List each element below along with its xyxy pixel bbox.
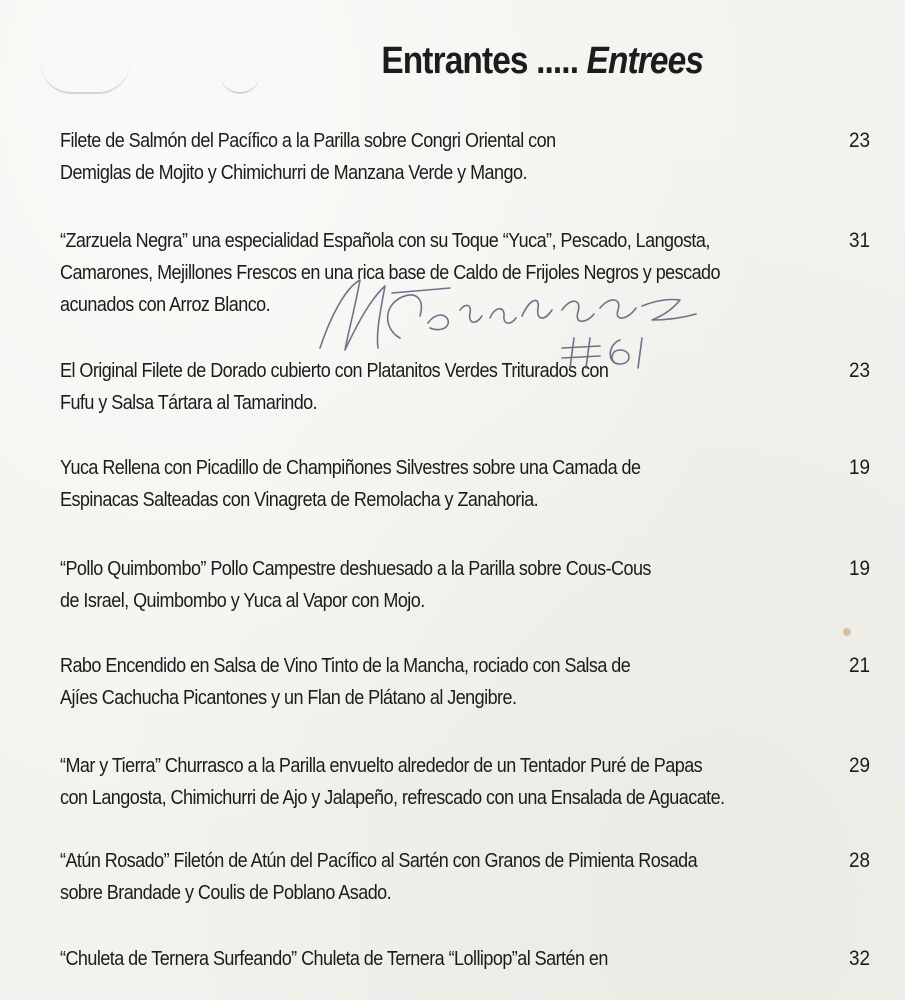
menu-item <box>60 750 870 814</box>
menu-item <box>60 355 870 419</box>
description-line: con Langosta, Chimichurri de Ajo y Jalapeño, refrescado con una Ensalada de Aguacate. <box>60 787 725 809</box>
description-line: El Original Filete de Dorado cubierto con Platanitos Verdes Triturados con <box>60 360 609 382</box>
description-line: Fufu y Salsa Tártara al Tamarindo. <box>60 392 318 414</box>
menu-item <box>60 125 870 189</box>
menu-item-description <box>60 943 744 975</box>
menu-item <box>60 452 870 516</box>
description-line: Camarones, Mejillones Frescos en una rica base de Caldo de Frijoles Negros y pescado <box>60 262 720 284</box>
title-separator: ..... <box>527 40 587 82</box>
menu-item-price: 19 <box>848 456 870 479</box>
description-line: “Atún Rosado” Filetón de Atún del Pacífico al Sartén con Granos de Pimienta Rosada <box>60 850 698 872</box>
menu-item-price: 19 <box>848 557 870 580</box>
menu-item-description <box>60 452 744 516</box>
menu-item-price: 29 <box>848 754 870 777</box>
description-line: Demiglas de Mojito y Chimichurri de Manzana Verde y Mango. <box>60 162 527 184</box>
menu-item <box>60 553 870 617</box>
description-line: Rabo Encendido en Salsa de Vino Tinto de la Mancha, rociado con Salsa de <box>60 655 631 677</box>
menu-item <box>60 943 870 975</box>
menu-item-description <box>60 125 744 189</box>
menu-item-description <box>60 750 744 814</box>
description-line: “Zarzuela Negra” una especialidad Española con su Toque “Yuca”, Pescado, Langosta, <box>60 230 710 252</box>
menu-item-price: 23 <box>848 359 870 382</box>
menu-item <box>60 845 870 909</box>
title-english: Entrees <box>586 40 704 82</box>
menu-item-description <box>60 553 744 617</box>
page-title <box>65 40 861 83</box>
menu-item <box>60 225 870 321</box>
description-line: Ajíes Cachucha Picantones y un Flan de Plátano al Jengibre. <box>60 687 517 709</box>
paper-stain <box>843 628 851 636</box>
menu-item-description <box>60 845 744 909</box>
menu-item-description <box>60 355 744 419</box>
menu-item-price: 31 <box>848 229 870 252</box>
menu-item-description <box>60 225 744 321</box>
description-line: Yuca Rellena con Picadillo de Champiñones Silvestres sobre una Camada de <box>60 457 641 479</box>
description-line: Filete de Salmón del Pacífico a la Parilla sobre Congri Oriental con <box>60 130 556 152</box>
menu-item-price: 23 <box>848 129 870 152</box>
description-line: “Pollo Quimbombo” Pollo Campestre deshuesado a la Parilla sobre Cous-Cous <box>60 558 651 580</box>
menu-item-price: 21 <box>848 654 870 677</box>
menu-item-description <box>60 650 744 714</box>
description-line: acunados con Arroz Blanco. <box>60 294 271 316</box>
menu-item-price: 32 <box>848 947 870 970</box>
menu-item <box>60 650 870 714</box>
description-line: sobre Brandade y Coulis de Poblano Asado. <box>60 882 392 904</box>
description-line: de Israel, Quimbombo y Yuca al Vapor con Mojo. <box>60 590 425 612</box>
title-spanish: Entrantes <box>381 40 528 82</box>
description-line: Espinacas Salteadas con Vinagreta de Remolacha y Zanahoria. <box>60 489 539 511</box>
description-line: “Chuleta de Ternera Surfeando” Chuleta de Ternera “Lollipop”al Sartén en <box>60 948 608 970</box>
menu-item-price: 28 <box>848 849 870 872</box>
description-line: “Mar y Tierra” Churrasco a la Parilla envuelto alrededor de un Tentador Puré de Papas <box>60 755 703 777</box>
